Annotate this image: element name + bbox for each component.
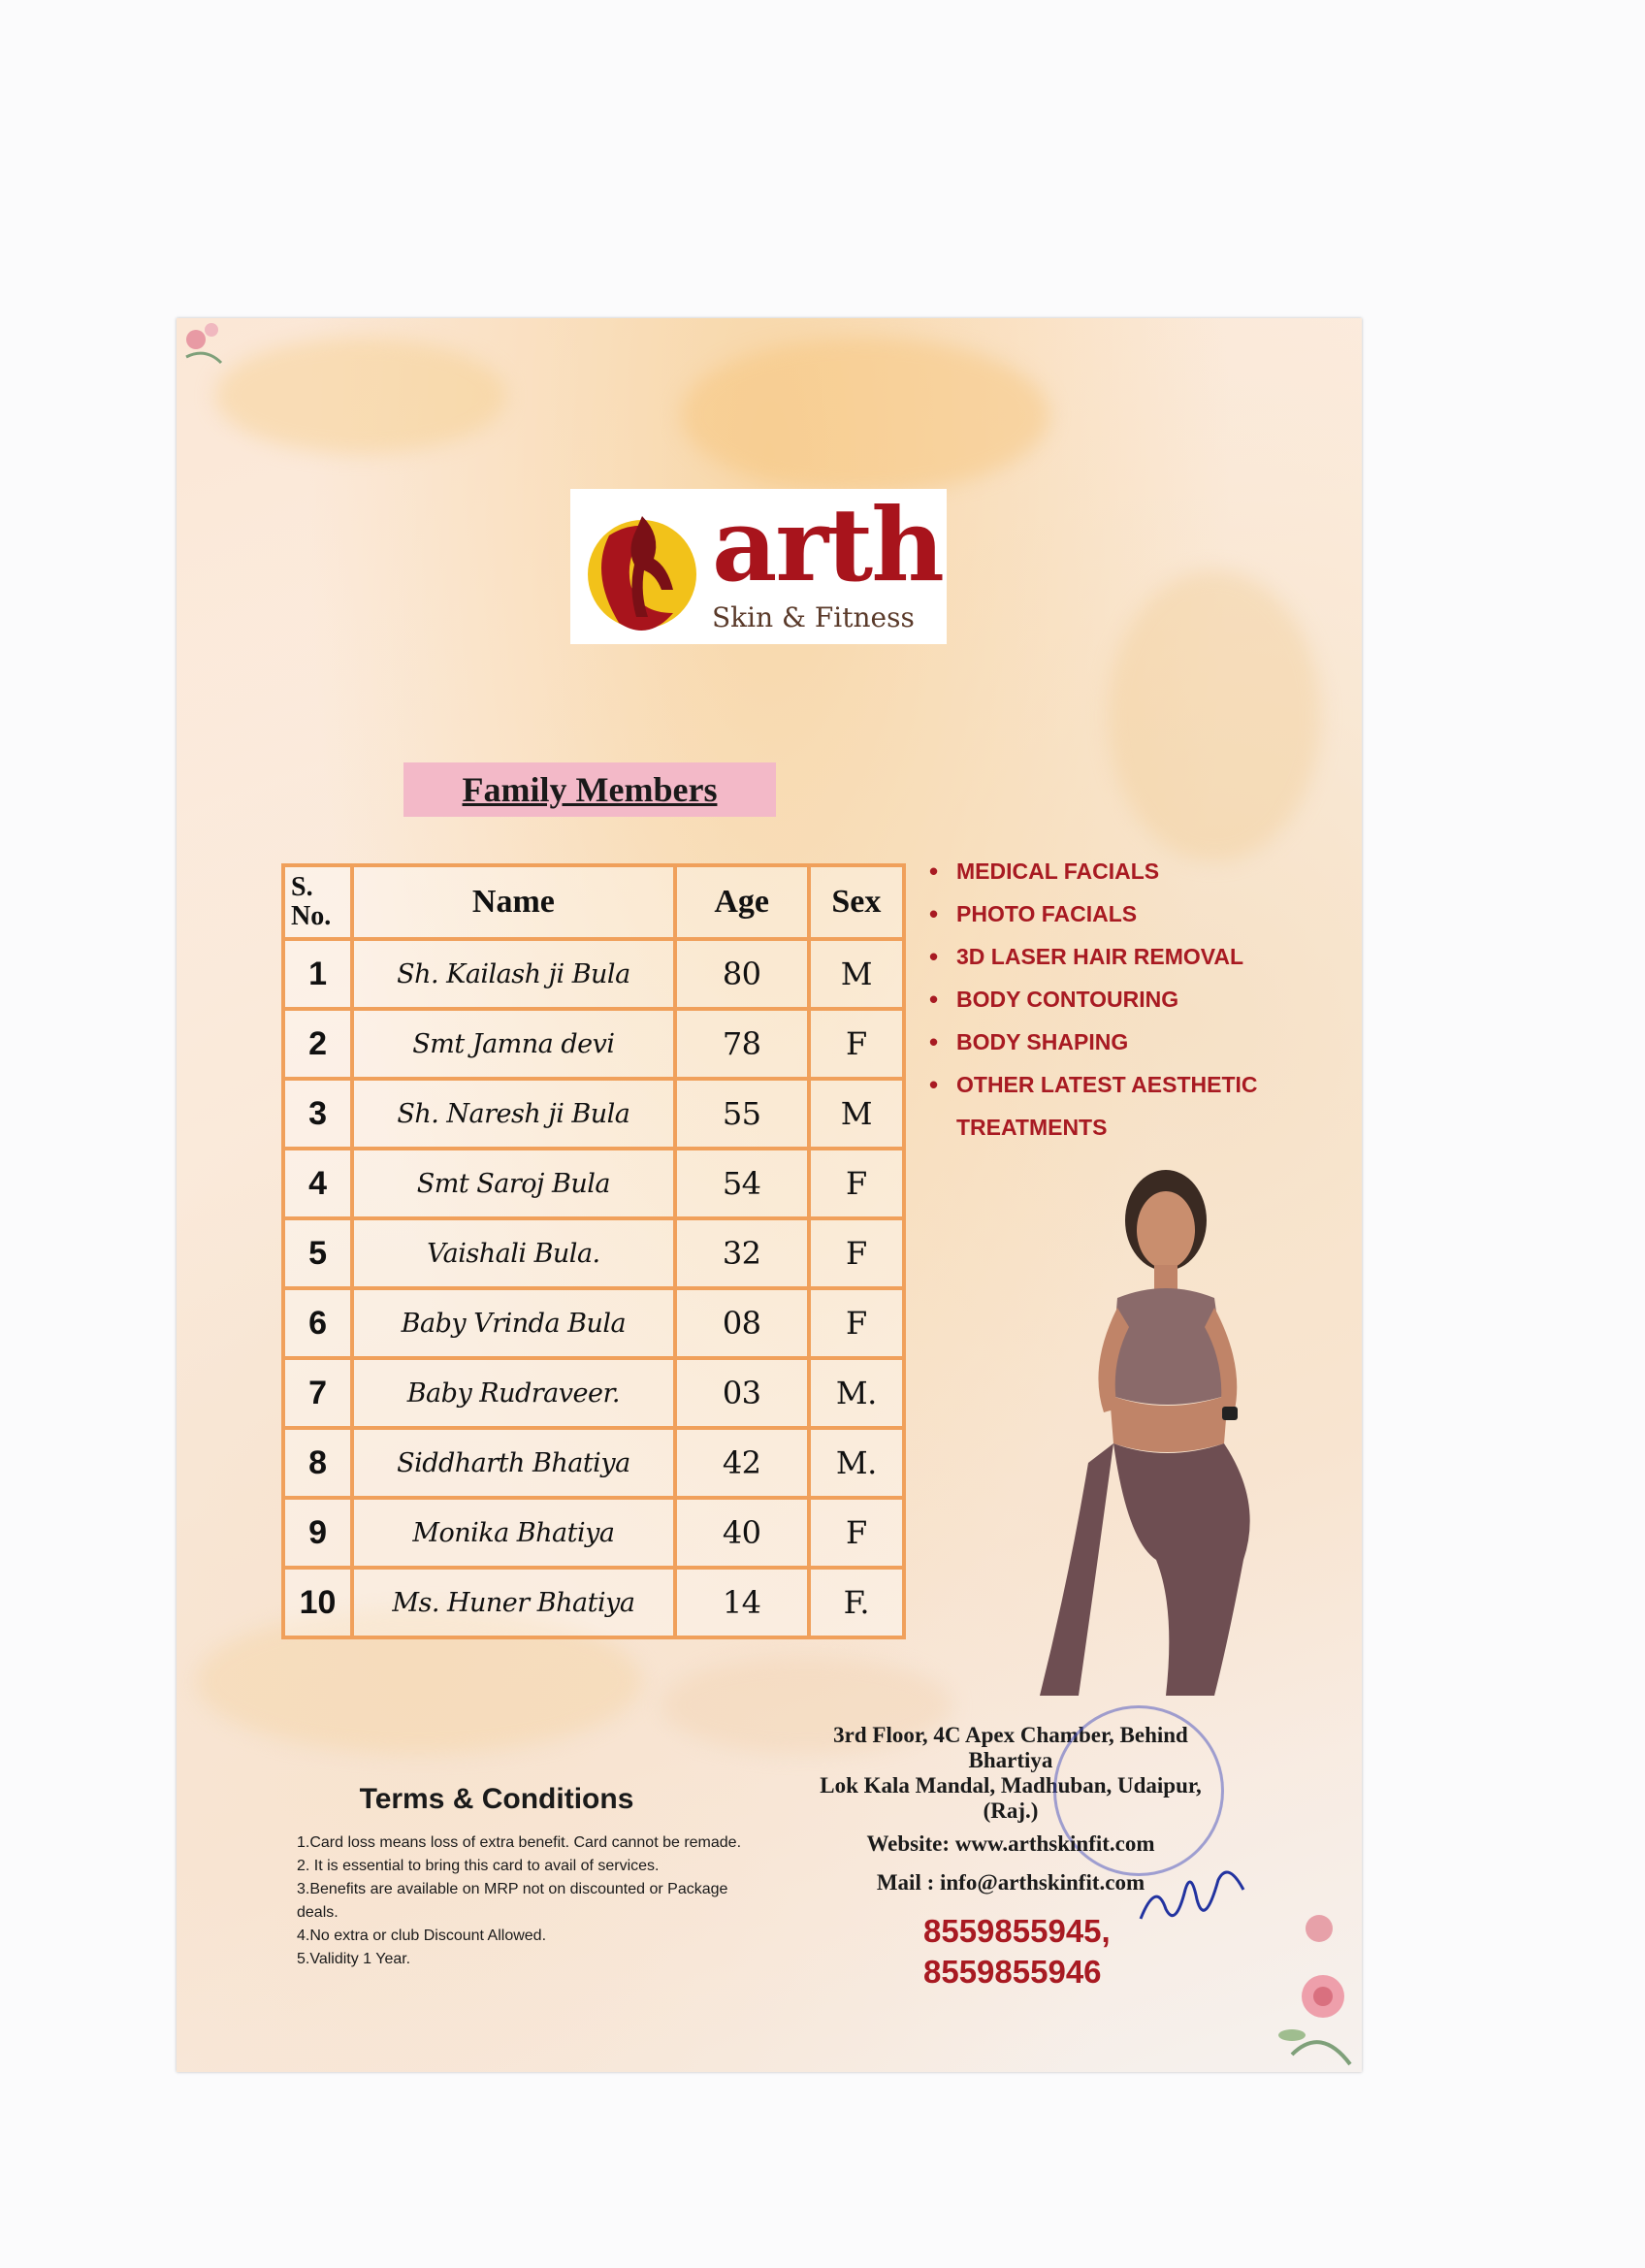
phone-number: 8559855946 [923, 1954, 1102, 1990]
phone-number: 8559855945, [923, 1913, 1111, 1949]
row-age: 03 [675, 1358, 809, 1428]
header-sex: Sex [809, 865, 904, 939]
row-name: Sh. Kailash ji Bula [352, 939, 675, 1009]
row-sno: 6 [283, 1288, 352, 1358]
row-sno: 9 [283, 1498, 352, 1568]
row-age: 78 [675, 1009, 809, 1079]
row-name: Smt Saroj Bula [352, 1149, 675, 1218]
terms-item: 5.Validity 1 Year. [297, 1951, 411, 1967]
row-sex: F [809, 1498, 904, 1568]
brand-name: arth [712, 485, 943, 604]
row-sno: 3 [283, 1079, 352, 1149]
row-sno: 2 [283, 1009, 352, 1079]
row-sex: M. [809, 1358, 904, 1428]
brand-tagline: Skin & Fitness [712, 601, 915, 633]
watercolor-swirl [681, 338, 1049, 493]
family-members-table [281, 863, 906, 1639]
row-age: 40 [675, 1498, 809, 1568]
terms-list [297, 1831, 743, 1971]
service-item: • BODY SHAPING [956, 1021, 1362, 1063]
row-age: 55 [675, 1079, 809, 1149]
row-name: Monika Bhatiya [352, 1498, 675, 1568]
watercolor-swirl [1108, 570, 1321, 861]
row-age: 54 [675, 1149, 809, 1218]
fitness-model-image [1020, 1152, 1302, 1696]
watercolor-swirl [215, 338, 506, 454]
terms-item: 3.Benefits are available on MRP not on discounted or Package deals. [297, 1881, 728, 1921]
signature-icon [1137, 1861, 1253, 1938]
table-row [283, 1428, 904, 1498]
table-row [283, 1568, 904, 1637]
service-item: • BODY CONTOURING [956, 978, 1362, 1021]
row-name: Vaishali Bula. [352, 1218, 675, 1288]
row-sno: 8 [283, 1428, 352, 1498]
flower-decoration-icon [1263, 1890, 1360, 2072]
row-name: Baby Vrinda Bula [352, 1288, 675, 1358]
brand-logo [570, 485, 947, 644]
header-age: Age [675, 865, 809, 939]
row-sex: M [809, 939, 904, 1009]
row-age: 80 [675, 939, 809, 1009]
row-sex: F [809, 1218, 904, 1288]
row-sex: F [809, 1288, 904, 1358]
table-row [283, 1079, 904, 1149]
table-row [283, 1288, 904, 1358]
terms-item: 1.Card loss means loss of extra benefit. Card cannot be remade. [297, 1834, 742, 1851]
row-sno: 10 [283, 1568, 352, 1637]
row-name: Baby Rudraveer. [352, 1358, 675, 1428]
row-sno: 7 [283, 1358, 352, 1428]
row-sex: F [809, 1149, 904, 1218]
membership-card [177, 318, 1362, 2072]
header-name: Name [352, 865, 675, 939]
mail-text: Mail : info@arthskinfit.com [876, 1870, 1145, 1895]
terms-item: 2. It is essential to bring this card to avail of services. [297, 1858, 660, 1874]
table-row [283, 1498, 904, 1568]
row-sno: 4 [283, 1149, 352, 1218]
services-list [927, 850, 1362, 1149]
service-item: • OTHER LATEST AESTHETIC TREATMENTS [956, 1063, 1362, 1149]
terms-title: Terms & Conditions [359, 1783, 634, 1815]
row-age: 32 [675, 1218, 809, 1288]
section-title: Family Members [403, 762, 776, 817]
row-age: 14 [675, 1568, 809, 1637]
row-name: Smt Jamna devi [352, 1009, 675, 1079]
table-row [283, 1149, 904, 1218]
website-text: Website: www.arthskinfit.com [866, 1831, 1155, 1856]
row-sex: M [809, 1079, 904, 1149]
service-item: • MEDICAL FACIALS [956, 850, 1362, 892]
row-age: 42 [675, 1428, 809, 1498]
row-sno: 1 [283, 939, 352, 1009]
row-name: Ms. Huner Bhatiya [352, 1568, 675, 1637]
row-sex: M. [809, 1428, 904, 1498]
row-sex: F. [809, 1568, 904, 1637]
row-name: Siddharth Bhatiya [352, 1428, 675, 1498]
table-row [283, 939, 904, 1009]
flower-decoration-icon [177, 318, 254, 396]
header-sno: S. No. [283, 865, 352, 939]
row-sex: F [809, 1009, 904, 1079]
brand-logo-icon [580, 497, 700, 640]
address-line: 3rd Floor, 4C Apex Chamber, Behind Bhartiya [833, 1723, 1188, 1772]
service-item: • 3D LASER HAIR REMOVAL [956, 935, 1362, 978]
service-item: • PHOTO FACIALS [956, 892, 1362, 935]
row-name: Sh. Naresh ji Bula [352, 1079, 675, 1149]
table-row [283, 1009, 904, 1079]
row-sno: 5 [283, 1218, 352, 1288]
table-row [283, 1218, 904, 1288]
table-row [283, 1358, 904, 1428]
table-header-row [283, 865, 904, 939]
terms-item: 4.No extra or club Discount Allowed. [297, 1928, 547, 1944]
address-line: Lok Kala Mandal, Madhuban, Udaipur, (Raj.) [820, 1773, 1202, 1823]
row-age: 08 [675, 1288, 809, 1358]
